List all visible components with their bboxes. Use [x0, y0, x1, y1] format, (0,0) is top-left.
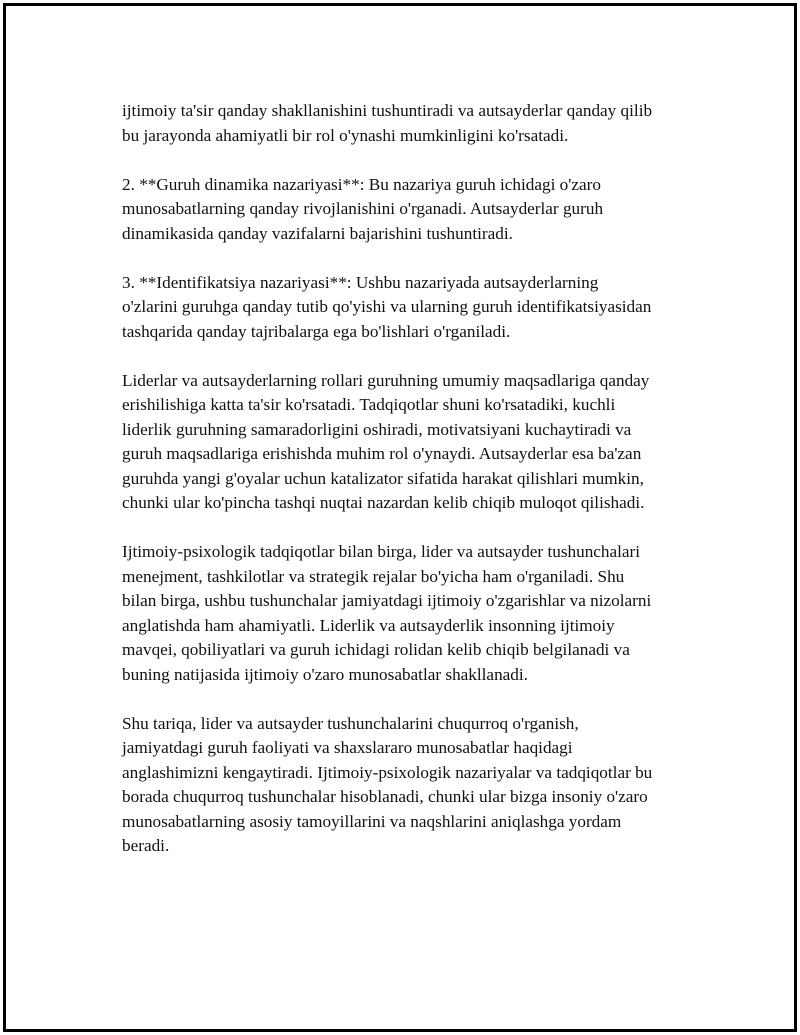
text-line: bu jarayonda ahamiyatli bir rol o'ynashi mumkinligini ko'rsatadi. — [122, 125, 569, 145]
text-line: ijtimoiy ta'sir qanday shakllanishini tushuntiradi va autsayderlar qanday qilib — [122, 101, 653, 120]
text-line: erishilishiga katta ta'sir ko'rsatadi. Tadqiqotlar shuni ko'rsatadiki, kuchli — [122, 395, 616, 414]
text-line: Shu tariqa, lider va autsayder tushunchalarini chuqurroq o'rganish, — [122, 713, 579, 733]
paragraph-4 — [122, 369, 702, 516]
paragraph-1 — [122, 99, 702, 148]
text-line: guruhda yangi g'oyalar uchun katalizator sifatida harakat qilishlari mumkin, — [122, 468, 644, 488]
page-frame — [3, 3, 797, 1032]
paragraph-6 — [122, 712, 702, 859]
text-line: Ijtimoiy-psixologik tadqiqotlar bilan birga, lider va autsayder tushunchalari — [122, 542, 641, 561]
text-line: 2. **Guruh dinamika nazariyasi**: Bu nazariya guruh ichidagi o'zaro — [122, 174, 601, 194]
text-line: 3. **Identifikatsiya nazariyasi**: Ushbu nazariyada autsayderlarning — [122, 272, 599, 292]
text-line: munosabatlarning asosiy tamoyillarini va naqshlarini aniqlashga yordam — [122, 811, 622, 831]
text-line: mavqei, qobiliyatlari va guruh ichidagi rolidan kelib chiqib belgilanadi va — [122, 640, 630, 659]
paragraph-2 — [122, 173, 702, 247]
paragraph-3 — [122, 271, 702, 345]
text-line: chunki ular ko'pincha tashqi nuqtai nazardan kelib chiqib muloqot qilishadi. — [122, 493, 645, 512]
text-line: buning natijasida ijtimoiy o'zaro munosabatlar shakllanadi. — [122, 664, 528, 684]
paragraph-5 — [122, 540, 702, 687]
text-line: bilan birga, ushbu tushunchalar jamiyatdagi ijtimoiy o'zgarishlar va nizolarni — [122, 591, 652, 610]
text-line: anglatishda ham ahamiyatli. Liderlik va autsayderlik insonning ijtimoiy — [122, 615, 615, 635]
text-line: dinamikasida qanday vazifalarni bajarishini tushuntiradi. — [122, 223, 513, 243]
text-line: beradi. — [122, 836, 170, 855]
document-body — [122, 99, 702, 883]
text-line: menejment, tashkilotlar va strategik rejalar bo'yicha ham o'rganiladi. Shu — [122, 566, 625, 586]
text-line: Liderlar va autsayderlarning rollari guruhning umumiy maqsadlariga qanday — [122, 370, 650, 390]
text-line: tashqarida qanday tajribalarga ega bo'lishlari o'rganiladi. — [122, 321, 511, 341]
text-line: anglashimizni kengaytiradi. Ijtimoiy-psixologik nazariyalar va tadqiqotlar bu — [122, 762, 653, 782]
text-line: o'zlarini guruhga qanday tutib qo'yishi va ularning guruh identifikatsiyasidan — [122, 297, 652, 316]
text-line: munosabatlarning qanday rivojlanishini o'rganadi. Autsayderlar guruh — [122, 199, 604, 218]
text-line: guruh maqsadlariga erishishda muhim rol o'ynaydi. Autsayderlar esa ba'zan — [122, 444, 642, 463]
text-line: jamiyatdagi guruh faoliyati va shaxslararo munosabatlar haqidagi — [122, 738, 573, 757]
text-line: liderlik guruhning samaradorligini oshiradi, motivatsiyani kuchaytiradi va — [122, 419, 632, 439]
text-line: borada chuqurroq tushunchalar hisoblanadi, chunki ular bizga insoniy o'zaro — [122, 787, 648, 806]
